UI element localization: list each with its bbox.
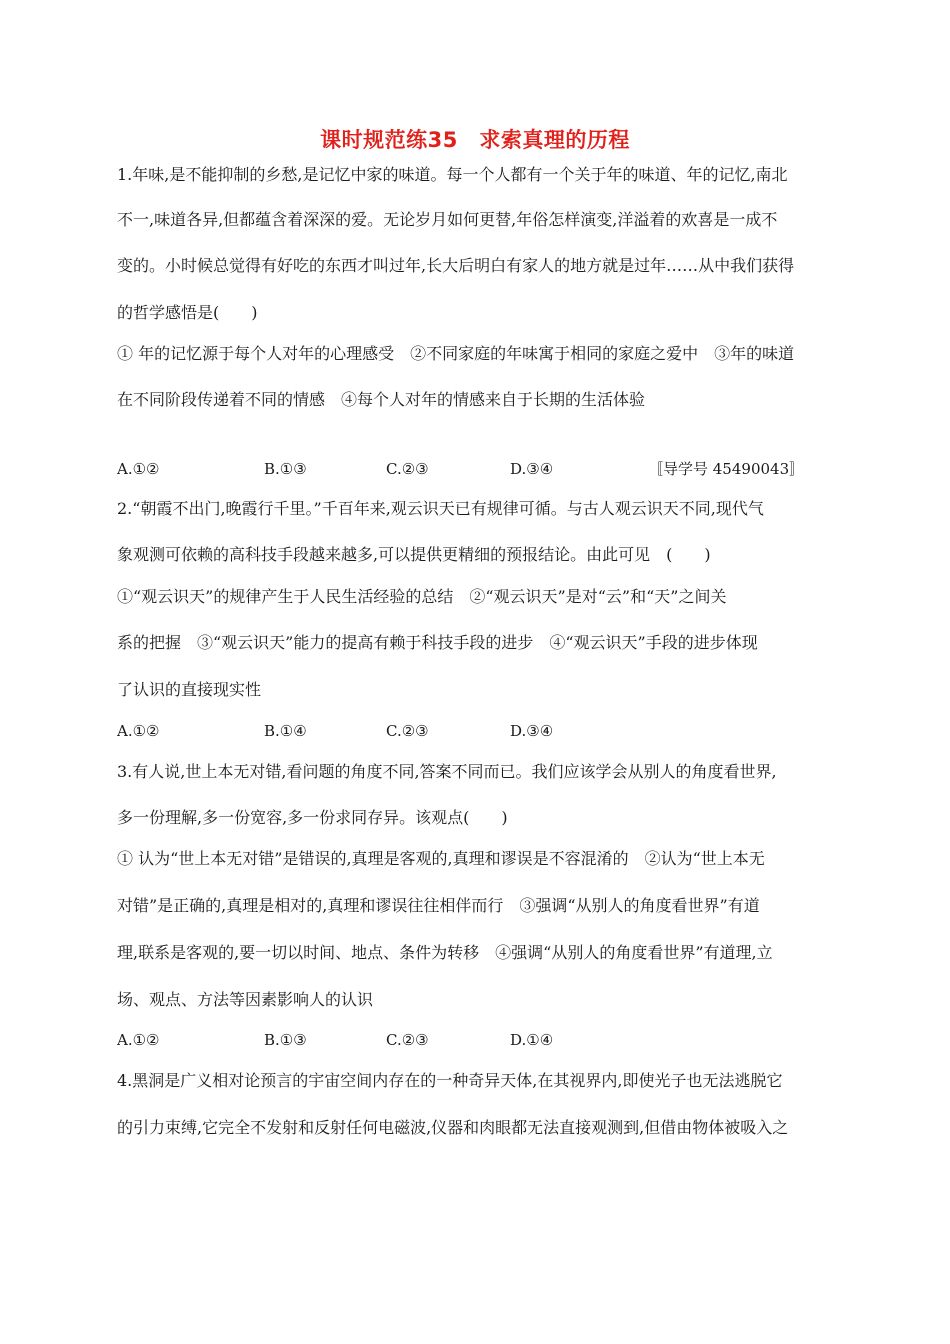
q3-option-line-1: ① 认为“世上本无对错”是错误的,真理是客观的,真理和谬误是不容混淆的 ②认为“世上本无	[117, 849, 765, 868]
q2-line-1: 2.“朝霞不出门,晚霞行千里。”千百年来,观云识天已有规律可循。与古人观云识天不同,现代气	[117, 499, 764, 518]
q3-option-line-2: 对错”是正确的,真理是相对的,真理和谬误往往相伴而行 ③强调“从别人的角度看世界”有道	[117, 896, 760, 915]
q2-option-line-3: 了认识的直接现实性	[117, 680, 262, 699]
q3-option-a: A.①②	[117, 1031, 160, 1049]
q2-option-c: C.②③	[386, 722, 429, 740]
page-title: 课时规范练35 求索真理的历程	[320, 128, 630, 152]
q3-line-1: 3.有人说,世上本无对错,看问题的角度不同,答案不同而已。我们应该学会从别人的角度看世界,	[117, 762, 777, 781]
q4-line-1: 4.黑洞是广义相对论预言的宇宙空间内存在的一种奇异天体,在其视界内,即使光子也无法逃脱它	[117, 1071, 783, 1090]
q1-line-2: 不一,味道各异,但都蕴含着深深的爱。无论岁月如何更替,年俗怎样演变,洋溢着的欢喜是一成不	[117, 210, 778, 229]
q2-option-line-1: ①“观云识天”的规律产生于人民生活经验的总结 ②“观云识天”是对“云”和“天”之间关	[117, 587, 727, 606]
q3-option-line-3: 理,联系是客观的,要一切以时间、地点、条件为转移 ④强调“从别人的角度看世界”有道理,立	[117, 943, 773, 962]
q2-option-d: D.③④	[510, 722, 554, 740]
q3-option-d: D.①④	[510, 1031, 554, 1049]
q3-option-b: B.①③	[264, 1031, 307, 1049]
q1-line-3: 变的。小时候总觉得有好吃的东西才叫过年,长大后明白有家人的地方就是过年……从中我们获得	[117, 256, 795, 275]
q1-option-c: C.②③	[386, 460, 429, 478]
q2-option-a: A.①②	[117, 722, 160, 740]
q1-guide-number: 〚导学号 45490043〛	[648, 460, 805, 478]
q1-option-line-2: 在不同阶段传递着不同的情感 ④每个人对年的情感来自于长期的生活体验	[117, 390, 646, 409]
q1-option-a: A.①②	[117, 460, 160, 478]
q1-line-4: 的哲学感悟是( )	[117, 303, 258, 322]
q3-option-c: C.②③	[386, 1031, 429, 1049]
q2-option-b: B.①④	[264, 722, 307, 740]
q1-line-1: 1.年味,是不能抑制的乡愁,是记忆中家的味道。每一个人都有一个关于年的味道、年的记忆,南北	[117, 165, 788, 184]
q1-option-line-1: ① 年的记忆源于每个人对年的心理感受 ②不同家庭的年味寓于相同的家庭之爱中 ③年的味道	[117, 344, 795, 363]
q1-option-b: B.①③	[264, 460, 307, 478]
q3-option-line-4: 场、观点、方法等因素影响人的认识	[117, 990, 374, 1009]
q2-option-line-2: 系的把握 ③“观云识天”能力的提高有赖于科技手段的进步 ④“观云识天”手段的进步体现	[117, 633, 758, 652]
q1-option-d: D.③④	[510, 460, 554, 478]
q2-line-2: 象观测可依赖的高科技手段越来越多,可以提供更精细的预报结论。由此可见 ( )	[117, 545, 711, 564]
q3-line-2: 多一份理解,多一份宽容,多一份求同存异。该观点( )	[117, 808, 508, 827]
q4-line-2: 的引力束缚,它完全不发射和反射任何电磁波,仪器和肉眼都无法直接观测到,但借由物体被吸入之	[117, 1118, 789, 1137]
